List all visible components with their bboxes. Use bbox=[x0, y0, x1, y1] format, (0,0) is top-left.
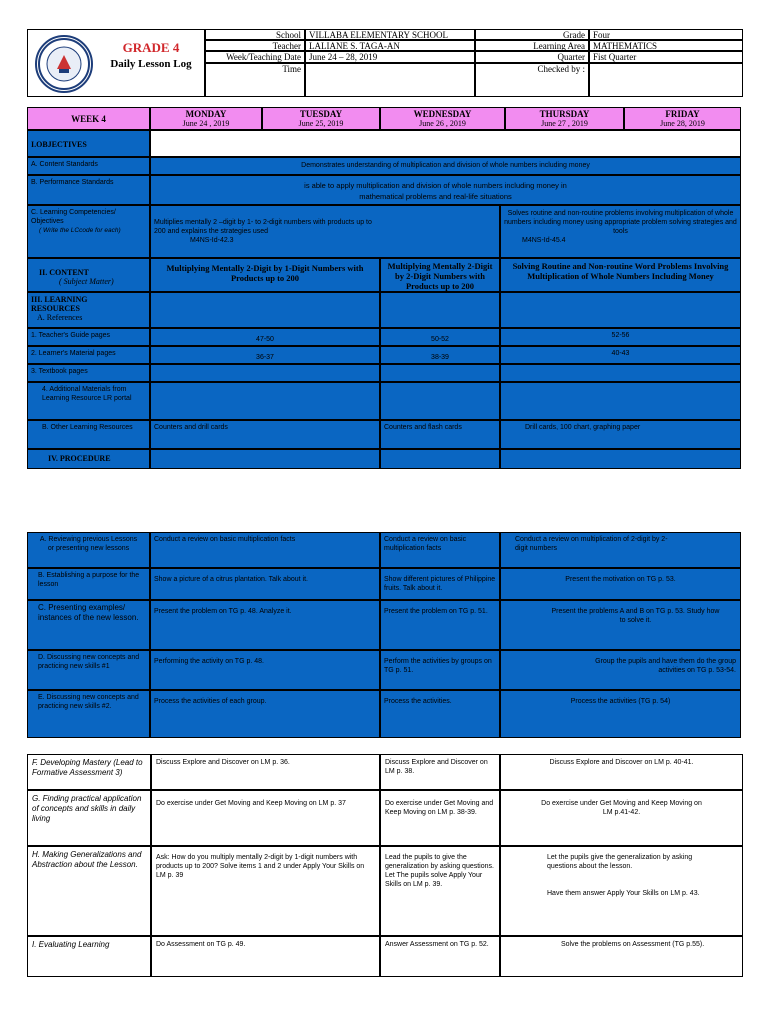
checked-by-label: Checked by : bbox=[475, 63, 589, 97]
proc-i-label-text: I. Evaluating Learning bbox=[32, 940, 110, 949]
competency-text: Multiplies mentally 2 –digit by 1- to 2-digit numbers with products up to 200 and explains the strategies used bbox=[154, 219, 372, 235]
proc-b-col2: Show different pictures of Philippine fruits. Talk about it. bbox=[380, 568, 500, 600]
resources-col3 bbox=[500, 292, 741, 328]
content-label bbox=[27, 258, 150, 292]
proc-g-col2: Do exercise under Get Moving and Keep Moving on LM p. 38-39. bbox=[380, 790, 500, 846]
proc-d-col3: Group the pupils and have them do the group activities on TG p. 53-54. bbox=[500, 650, 741, 690]
proc-a-col3: Conduct a review on multiplication of 2-digit by 2-digit numbers bbox=[500, 532, 741, 568]
day-date: June 27 , 2019 bbox=[541, 119, 588, 128]
additional-materials-col1 bbox=[150, 382, 380, 420]
day-thursday bbox=[505, 107, 624, 130]
header-title-box bbox=[27, 29, 205, 97]
lm-pages-label: 2. Learner's Material pages bbox=[27, 346, 150, 364]
learning-area-label: Learning Area bbox=[475, 40, 589, 51]
day-date: June 28, 2019 bbox=[660, 119, 705, 128]
procedure-col1 bbox=[150, 449, 380, 469]
proc-h-label bbox=[27, 846, 151, 936]
time-value bbox=[305, 63, 475, 97]
day-monday bbox=[150, 107, 262, 130]
other-resources-col3: Drill cards, 100 chart, graphing paper bbox=[500, 420, 741, 449]
teacher-label: Teacher bbox=[205, 40, 305, 51]
performance-standards-label: B. Performance Standards bbox=[27, 175, 150, 205]
day-name: FRIDAY bbox=[665, 109, 700, 119]
proc-h-col3 bbox=[500, 846, 743, 936]
proc-c-col3: Present the problems A and B on TG p. 53. Study how to solve it. bbox=[500, 600, 741, 650]
resources-col2 bbox=[380, 292, 500, 328]
grade-value: Four bbox=[589, 29, 743, 40]
additional-materials-col3 bbox=[500, 382, 741, 420]
proc-f-label bbox=[27, 754, 151, 790]
day-tuesday bbox=[262, 107, 380, 130]
day-name: TUESDAY bbox=[299, 109, 343, 119]
day-name: THURSDAY bbox=[539, 109, 590, 119]
proc-f-col3: Discuss Explore and Discover on LM p. 40-41. bbox=[500, 754, 743, 790]
additional-materials-col2 bbox=[380, 382, 500, 420]
resources-title: III. LEARNING RESOURCES bbox=[31, 295, 88, 313]
other-resources-col1: Counters and drill cards bbox=[150, 420, 380, 449]
content-title: II. CONTENT bbox=[39, 268, 89, 277]
header-info-table bbox=[205, 29, 743, 97]
proc-f-label-text: F. Developing Mastery (Lead to Formative Assessment 3) bbox=[32, 758, 143, 777]
content-col2: Multiplying Mentally 2-Digit by 2-Digit Numbers with Products up to 200 bbox=[380, 258, 500, 292]
lm-pages-col2: 38-39 bbox=[380, 346, 500, 364]
proc-c-col2: Present the problem on TG p. 51. bbox=[380, 600, 500, 650]
learning-area-value: MATHEMATICS bbox=[589, 40, 743, 51]
lm-pages-col3: 40-43 bbox=[500, 346, 741, 364]
proc-f-col1: Discuss Explore and Discover on LM p. 36. bbox=[151, 754, 380, 790]
objectives-heading: I.OBJECTIVES bbox=[27, 130, 150, 157]
procedure-col3 bbox=[500, 449, 741, 469]
procedure-heading: IV. PROCEDURE bbox=[27, 449, 150, 469]
proc-b-label: B. Establishing a purpose for the lesson bbox=[27, 568, 150, 600]
teacher-value: LALIANE S. TAGA-AN bbox=[305, 40, 475, 51]
week-date-label: Week/Teaching Date bbox=[205, 51, 305, 63]
content-standards-text: Demonstrates understanding of multiplication and division of whole numbers including money bbox=[150, 157, 741, 175]
additional-materials-label: 4. Additional Materials from Learning Resource LR portal bbox=[27, 382, 150, 420]
proc-d-col2: Perform the activities by groups on TG p. 51. bbox=[380, 650, 500, 690]
proc-a-col2: Conduct a review on basic multiplication facts bbox=[380, 532, 500, 568]
proc-i-label bbox=[27, 936, 151, 977]
other-resources-label: B. Other Learning Resources bbox=[27, 420, 150, 449]
proc-g-col3: Do exercise under Get Moving and Keep Moving on LM p.41-42. bbox=[500, 790, 743, 846]
day-name: MONDAY bbox=[185, 109, 227, 119]
week-label: WEEK 4 bbox=[27, 107, 150, 130]
school-label: School bbox=[205, 29, 305, 40]
textbook-pages-col1 bbox=[150, 364, 380, 382]
quarter-value: Fist Quarter bbox=[589, 51, 743, 63]
proc-e-col1: Process the activities of each group. bbox=[150, 690, 380, 738]
proc-a-col1: Conduct a review on basic multiplication facts bbox=[150, 532, 380, 568]
resources-col1 bbox=[150, 292, 380, 328]
deped-seal bbox=[35, 35, 93, 93]
proc-d-col1: Performing the activity on TG p. 48. bbox=[150, 650, 380, 690]
lm-pages-col1: 36-37 bbox=[150, 346, 380, 364]
textbook-pages-col2 bbox=[380, 364, 500, 382]
proc-b-col3: Present the motivation on TG p. 53. bbox=[500, 568, 741, 600]
competencies-note: ( Write the LCcode for each) bbox=[39, 227, 121, 234]
generalization-text: Let the pupils give the generalization by asking questions about the lesson. bbox=[547, 854, 693, 870]
proc-g-col1: Do exercise under Get Moving and Keep Moving on LM p. 37 bbox=[151, 790, 380, 846]
tg-pages-col1: 47-50 bbox=[150, 328, 380, 346]
textbook-pages-col3 bbox=[500, 364, 741, 382]
proc-i-col1: Do Assessment on TG p. 49. bbox=[151, 936, 380, 977]
day-name: WEDNESDAY bbox=[413, 109, 472, 119]
proc-g-label bbox=[27, 790, 151, 846]
checked-by-value bbox=[589, 63, 743, 97]
proc-b-col1: Show a picture of a citrus plantation. Talk about it. bbox=[150, 568, 380, 600]
content-standards-label: A. Content Standards bbox=[27, 157, 150, 175]
quarter-label: Quarter bbox=[475, 51, 589, 63]
references-label: A. References bbox=[37, 313, 83, 322]
proc-e-col3: Process the activities (TG p. 54) bbox=[500, 690, 741, 738]
proc-e-label: E. Discussing new concepts and practicing new skills #2. bbox=[27, 690, 150, 738]
content-col3: Solving Routine and Non-routine Word Problems Involving Multiplication of Whole Numbers Including Money bbox=[500, 258, 741, 292]
proc-i-col3: Solve the problems on Assessment (TG p.55). bbox=[500, 936, 743, 977]
competencies-thu-fri bbox=[500, 205, 741, 258]
proc-e-col2: Process the activities. bbox=[380, 690, 500, 738]
tg-pages-col2: 50-52 bbox=[380, 328, 500, 346]
proc-c-label: C. Presenting examples/ instances of the new lesson. bbox=[27, 600, 150, 650]
proc-h-col2: Lead the pupils to give the generalization by asking questions. Let The pupils solve Apply Your Skills on LM p. 39. bbox=[380, 846, 500, 936]
seal-icon bbox=[37, 37, 91, 91]
procedure-col2 bbox=[380, 449, 500, 469]
proc-a-label: A. Reviewing previous Lessons or presenting new lessons bbox=[27, 532, 150, 568]
competency-code: M4NS-Id-42.3 bbox=[190, 237, 234, 244]
day-wednesday bbox=[380, 107, 505, 130]
apply-skills-text: Have them answer Apply Your Skills on LM p. 43. bbox=[547, 890, 700, 897]
objectives-blank bbox=[150, 130, 741, 157]
competency-code: M4NS-Id-45.4 bbox=[522, 237, 566, 244]
performance-standards-text: is able to apply multiplication and division of whole numbers including money in mathematical problems and real-life situations bbox=[150, 175, 741, 205]
week-date-value: June 24 – 28, 2019 bbox=[305, 51, 475, 63]
textbook-pages-label: 3. Textbook pages bbox=[27, 364, 150, 382]
day-date: June 26 , 2019 bbox=[419, 119, 466, 128]
other-resources-col2: Counters and flash cards bbox=[380, 420, 500, 449]
grade-title: GRADE 4 bbox=[122, 40, 180, 55]
proc-i-col2: Answer Assessment on TG p. 52. bbox=[380, 936, 500, 977]
competencies-mon-wed bbox=[150, 205, 500, 258]
tg-pages-col3: 52-56 bbox=[500, 328, 741, 346]
log-title: Daily Lesson Log bbox=[110, 58, 192, 70]
competencies-title: C. Learning Competencies/ Objectives bbox=[31, 209, 116, 225]
time-label: Time bbox=[205, 63, 305, 97]
proc-h-col1: Ask: How do you multiply mentally 2-digit by 1-digit numbers with products up to 200? Solve items 1 and 2 under Apply Your Skills on LM p. 39 bbox=[151, 846, 380, 936]
day-friday bbox=[624, 107, 741, 130]
grade-label: Grade bbox=[475, 29, 589, 40]
content-sub: ( Subject Matter) bbox=[59, 277, 114, 286]
day-date: June 25, 2019 bbox=[298, 119, 344, 128]
proc-g-label-text: G. Finding practical application of concepts and skills in daily living bbox=[32, 794, 142, 823]
proc-f-col2: Discuss Explore and Discover on LM p. 38. bbox=[380, 754, 500, 790]
proc-h-label-text: H. Making Generalizations and Abstraction about the Lesson. bbox=[32, 850, 142, 869]
school-value: VILLABA ELEMENTARY SCHOOL bbox=[305, 29, 475, 40]
competencies-label bbox=[27, 205, 150, 258]
competency-text: Solves routine and non-routine problems involving multiplication of whole numbers including money using appropriate problem solving strategies and tools bbox=[504, 210, 737, 235]
tg-pages-label: 1. Teacher's Guide pages bbox=[27, 328, 150, 346]
proc-d-label: D. Discussing new concepts and practicing new skills #1 bbox=[27, 650, 150, 690]
proc-c-col1: Present the problem on TG p. 48. Analyze it. bbox=[150, 600, 380, 650]
day-date: June 24 , 2019 bbox=[182, 119, 230, 128]
content-col1: Multiplying Mentally 2-Digit by 1-Digit Numbers with Products up to 200 bbox=[150, 258, 380, 292]
resources-label bbox=[27, 292, 150, 328]
